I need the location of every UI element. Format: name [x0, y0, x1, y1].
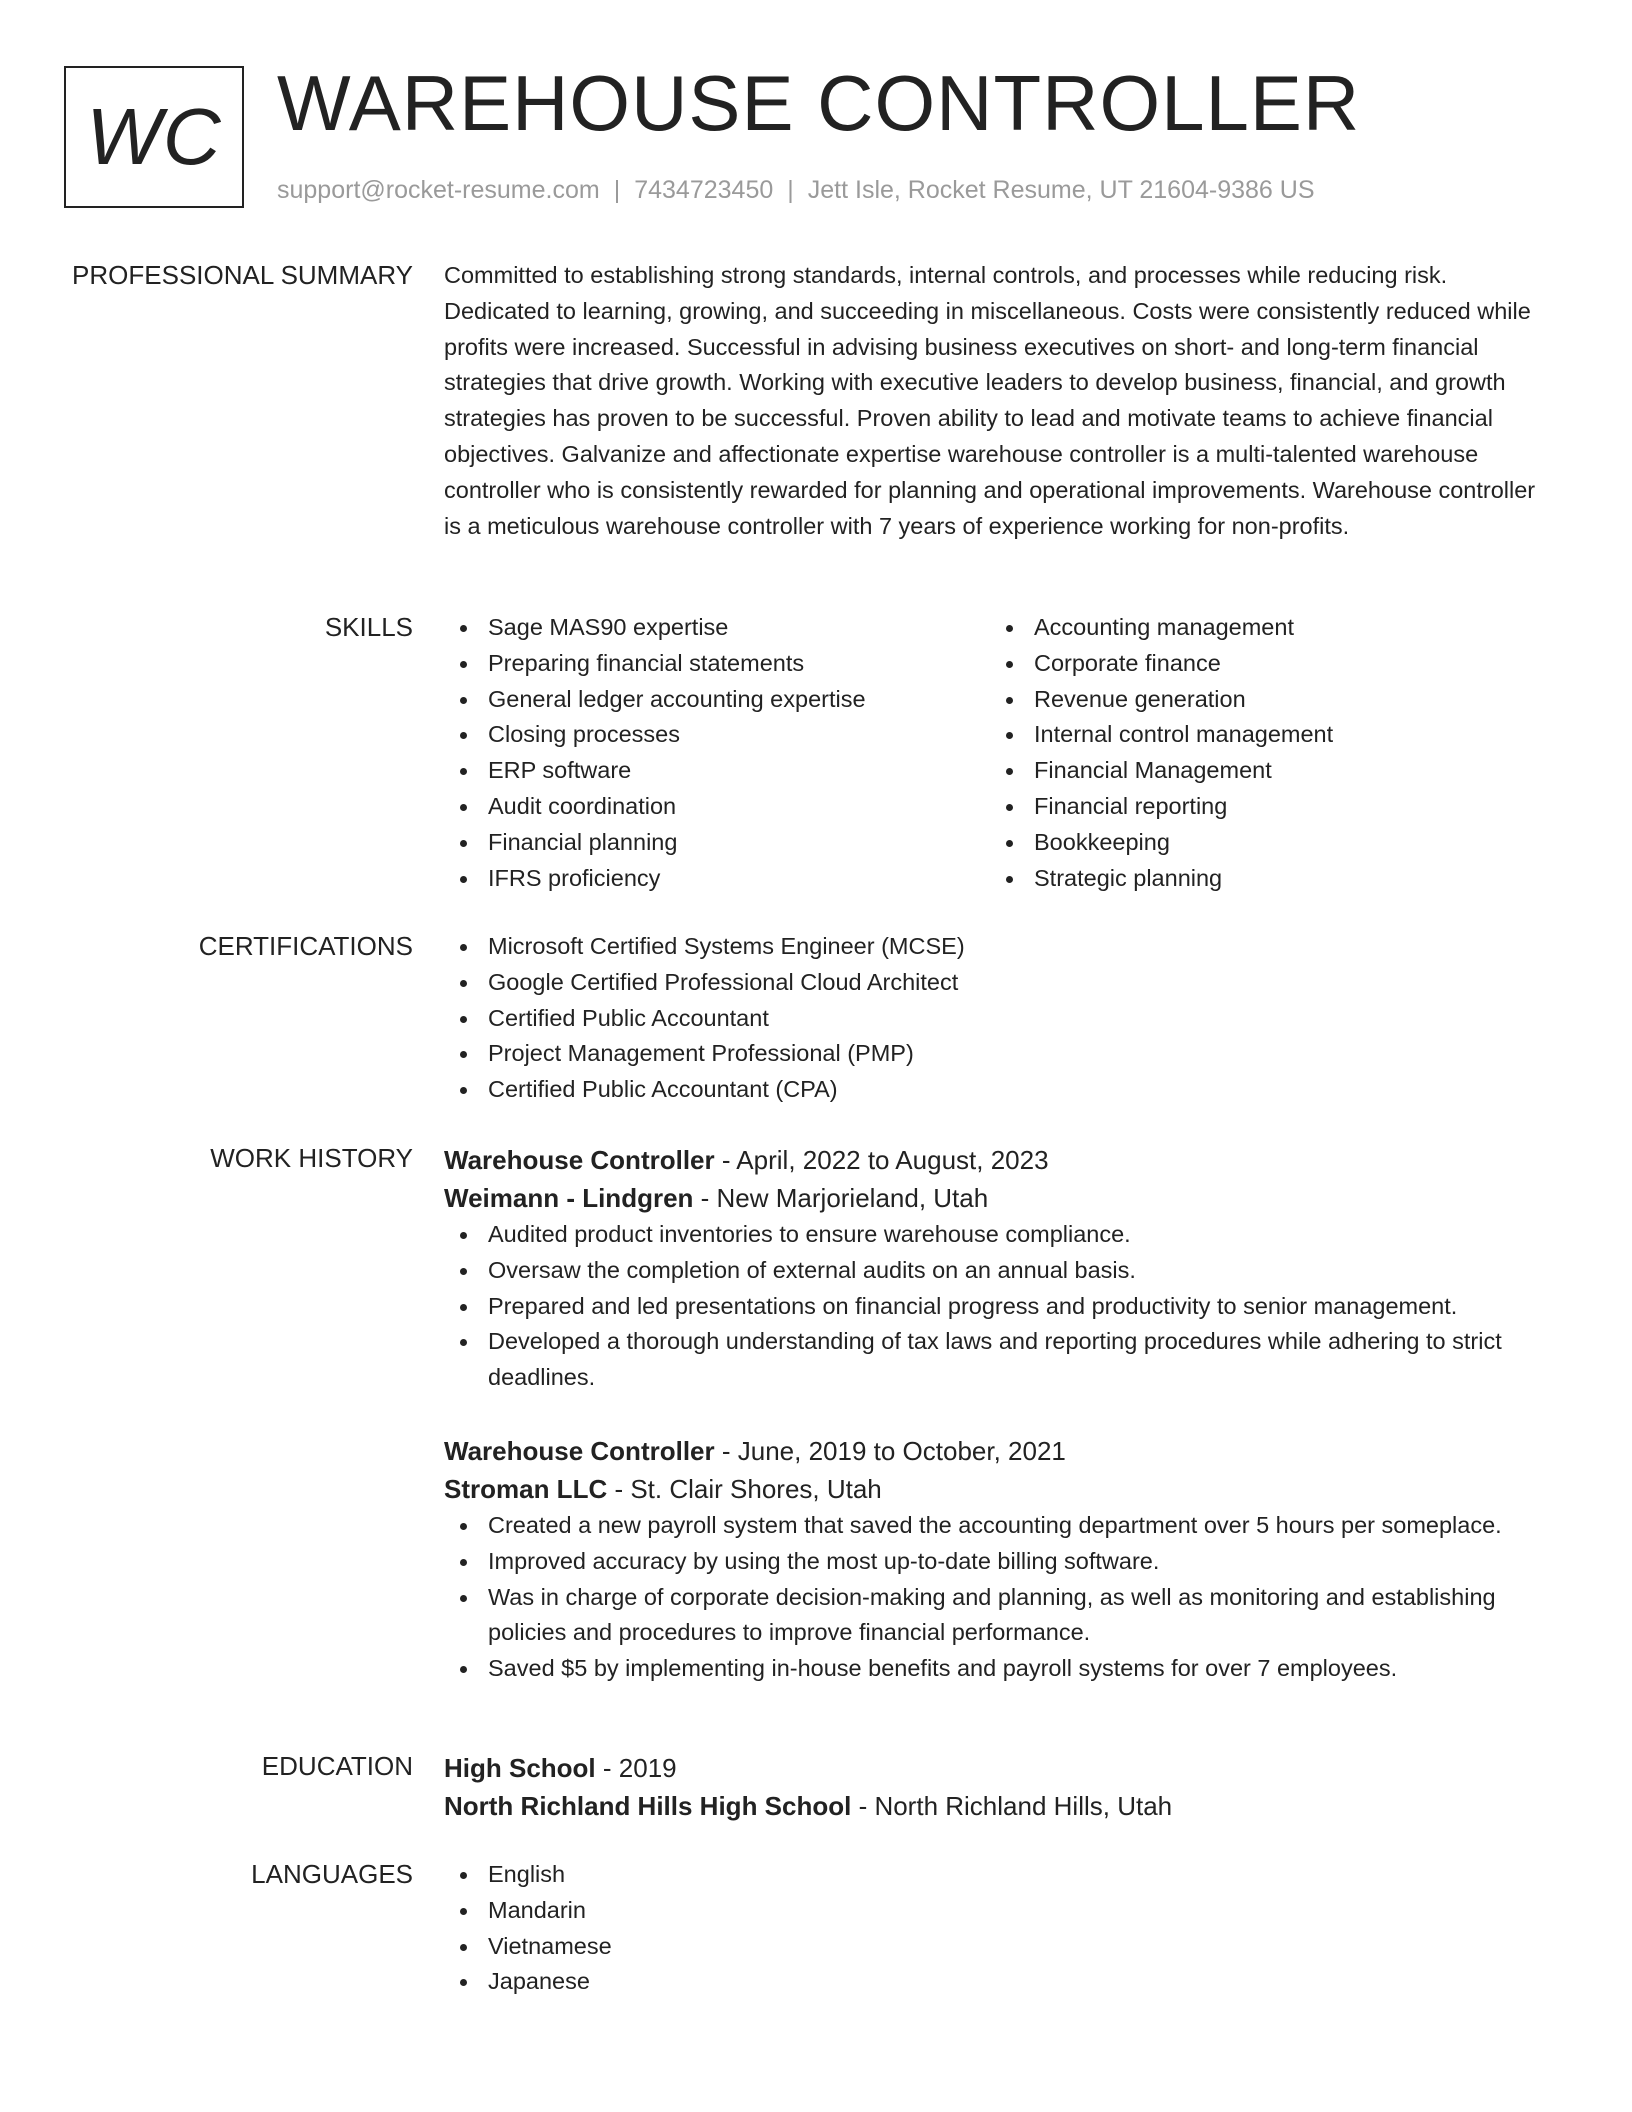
certification-item: Certified Public Accountant (CPA): [444, 1072, 1554, 1108]
skill-item: Preparing financial statements: [444, 646, 990, 682]
monogram-badge: WC: [64, 66, 244, 208]
candidate-name: WAREHOUSE CONTROLLER: [277, 59, 1361, 147]
section-label-certifications: CERTIFICATIONS: [198, 931, 413, 961]
job-title: Warehouse Controller: [444, 1435, 715, 1466]
skill-item: Corporate finance: [990, 646, 1536, 682]
job-company: Stroman LLC: [444, 1473, 608, 1504]
certification-item: Microsoft Certified Systems Engineer (MCSE): [444, 929, 1554, 965]
job-duty: Saved $5 by implementing in-house benefits and payroll systems for over 7 employees.: [444, 1651, 1554, 1687]
languages-body: [444, 1857, 1554, 2000]
certification-item: Certified Public Accountant: [444, 1001, 1554, 1037]
job-duties-list: [444, 1508, 1554, 1687]
certifications-body: [444, 929, 1554, 1108]
job-duties-list: [444, 1217, 1554, 1396]
education-degree: High School: [444, 1753, 596, 1783]
education-school: North Richland Hills High School: [444, 1791, 852, 1821]
skills-grid: [444, 610, 1554, 896]
job-dates: - April, 2022 to August, 2023: [714, 1145, 1049, 1175]
job-location: - New Marjorieland, Utah: [693, 1183, 989, 1213]
job-duty: Oversaw the completion of external audits on an annual basis.: [444, 1253, 1554, 1289]
contact-separator: |: [613, 176, 621, 204]
job-entry: [444, 1432, 1554, 1687]
job-title-line: [444, 1432, 1554, 1470]
education-degree-line: [444, 1749, 1554, 1787]
job-duty: Prepared and led presentations on financial progress and productivity to senior management.: [444, 1289, 1554, 1325]
job-title: Warehouse Controller: [444, 1145, 715, 1175]
section-label-languages: LANGUAGES: [251, 1859, 413, 1889]
job-company-line: [444, 1179, 1554, 1217]
education-school-line: [444, 1787, 1554, 1825]
job-duty: Developed a thorough understanding of tax laws and reporting procedures while adhering to strict deadlines.: [444, 1324, 1554, 1396]
skills-list-left: [444, 610, 990, 896]
job-company: Weimann - Lindgren: [444, 1183, 694, 1213]
languages-list: [444, 1857, 1554, 2000]
skill-item: Accounting management: [990, 610, 1536, 646]
skill-item: General ledger accounting expertise: [444, 682, 990, 718]
skill-item: Financial reporting: [990, 789, 1536, 825]
skill-item: Financial Management: [990, 753, 1536, 789]
certification-item: Project Management Professional (PMP): [444, 1036, 1554, 1072]
skill-item: IFRS proficiency: [444, 861, 990, 897]
language-item: English: [444, 1857, 1554, 1893]
language-item: Mandarin: [444, 1893, 1554, 1929]
skill-item: Financial planning: [444, 825, 990, 861]
skill-item: Strategic planning: [990, 861, 1536, 897]
education-year: - 2019: [595, 1753, 677, 1783]
certifications-list: [444, 929, 1554, 1108]
certification-item: Google Certified Professional Cloud Architect: [444, 965, 1554, 1001]
work-history-body: [444, 1141, 1554, 1687]
job-entry: [444, 1141, 1554, 1396]
contact-address: Jett Isle, Rocket Resume, UT 21604-9386 US: [807, 176, 1315, 204]
language-item: Japanese: [444, 1964, 1554, 2000]
language-item: Vietnamese: [444, 1929, 1554, 1965]
skill-item: ERP software: [444, 753, 990, 789]
summary-body: [444, 258, 1554, 544]
summary-text: Committed to establishing strong standards, internal controls, and processes while reducing risk. Dedicated to learning, growing, and succeeding in miscellaneous. Costs were consistently reduced while profits were increased. Successful in advising business executives on short- and long-term financial strategies that drive growth. Working with executive leaders to develop business, financial, and growth strategies has proven to be successful. Proven ability to lead and motivate teams to achieve financial objectives. Galvanize and affectionate expertise warehouse controller is a multi-talented warehouse controller who is consistently rewarded for planning and operational improvements. Warehouse controller is a meticulous warehouse controller with 7 years of experience working for non-profits.: [444, 262, 1536, 539]
job-location: - St. Clair Shores, Utah: [607, 1473, 882, 1504]
contact-line: [277, 174, 1315, 206]
skills-list-right: [990, 610, 1536, 896]
skill-item: Revenue generation: [990, 682, 1536, 718]
contact-email[interactable]: support@rocket-resume.com: [277, 176, 600, 204]
job-title-line: [444, 1141, 1554, 1179]
education-location: - North Richland Hills, Utah: [851, 1791, 1173, 1821]
section-label-work-history: WORK HISTORY: [210, 1143, 413, 1173]
skill-item: Sage MAS90 expertise: [444, 610, 990, 646]
education-body: [444, 1749, 1554, 1825]
skill-item: Closing processes: [444, 717, 990, 753]
job-duty: Improved accuracy by using the most up-to-date billing software.: [444, 1544, 1554, 1580]
skill-item: Internal control management: [990, 717, 1536, 753]
section-label-education: EDUCATION: [261, 1751, 413, 1781]
job-duty: Audited product inventories to ensure warehouse compliance.: [444, 1217, 1554, 1253]
section-label-skills: SKILLS: [324, 612, 413, 642]
section-label-summary: PROFESSIONAL SUMMARY: [72, 260, 413, 290]
job-duty: Created a new payroll system that saved the accounting department over 5 hours per someplace.: [444, 1508, 1554, 1544]
job-dates: - June, 2019 to October, 2021: [714, 1435, 1066, 1466]
skill-item: Audit coordination: [444, 789, 990, 825]
contact-phone[interactable]: 7434723450: [634, 176, 774, 204]
job-duty: Was in charge of corporate decision-making and planning, as well as monitoring and establishing policies and procedures to improve financial performance.: [444, 1580, 1554, 1652]
job-company-line: [444, 1470, 1554, 1508]
skill-item: Bookkeeping: [990, 825, 1536, 861]
contact-separator: |: [787, 176, 794, 204]
